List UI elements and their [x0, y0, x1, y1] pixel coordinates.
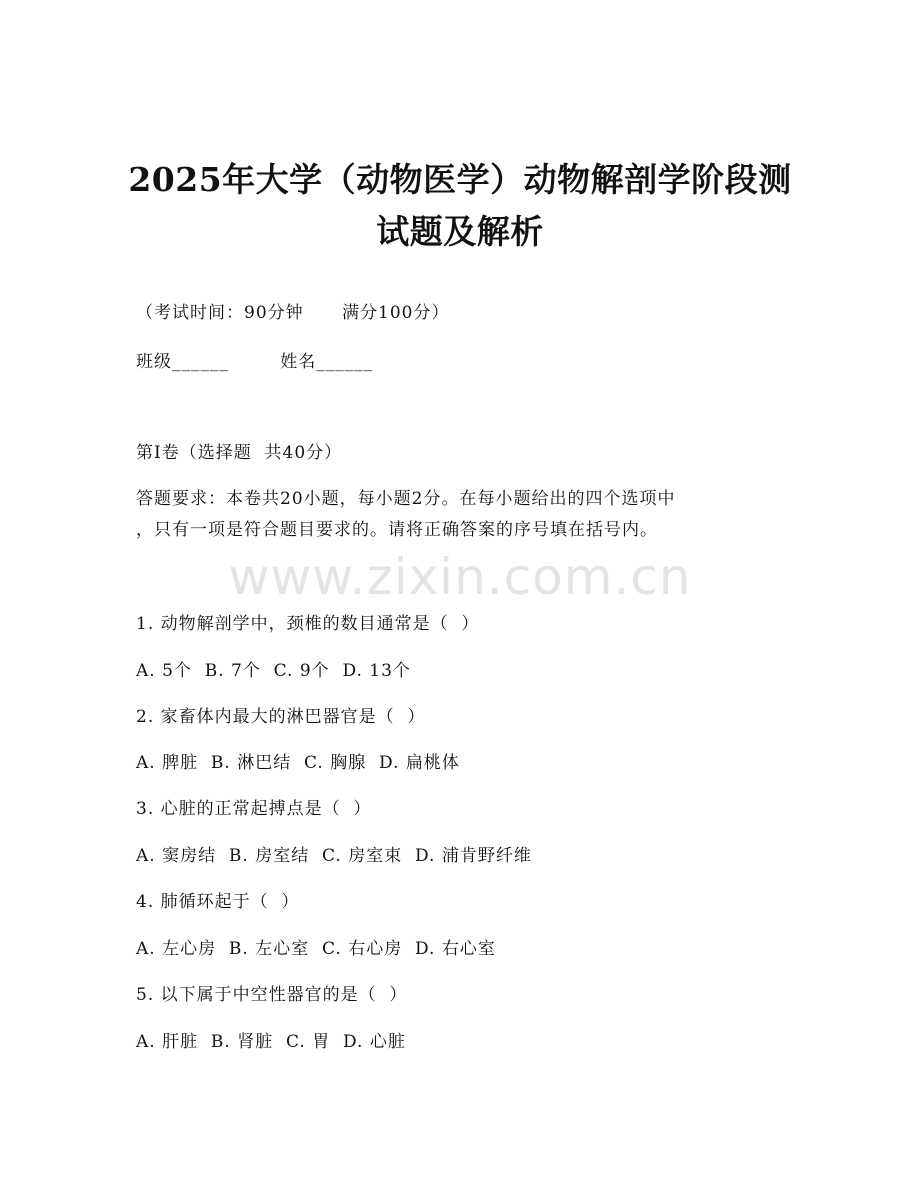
question-stem: 2. 家畜体内最大的淋巴器官是（ ）	[136, 707, 426, 727]
title-line-1: 2025年大学（动物医学）动物解剖学阶段测	[128, 160, 792, 199]
section-heading: 第I卷（选择题 共40分）	[136, 443, 343, 463]
question-options: A. 肝脏 B. 肾脏 C. 胃 D. 心脏	[136, 1032, 406, 1052]
exam-info: （考试时间：90分钟 满分100分）	[136, 303, 450, 323]
instructions-line-1: 答题要求：本卷共20小题，每小题2分。在每小题给出的四个选项中	[136, 489, 676, 509]
question-stem: 4. 肺循环起于（ ）	[136, 892, 300, 912]
question-stem: 1. 动物解剖学中，颈椎的数目通常是（ ）	[136, 614, 480, 634]
title-line-2: 试题及解析	[376, 212, 544, 251]
instructions-line-2: ，只有一项是符合题目要求的。请将正确答案的序号填在括号内。	[136, 520, 658, 540]
question-stem: 5. 以下属于中空性器官的是（ ）	[136, 985, 408, 1005]
question-options: A. 脾脏 B. 淋巴结 C. 胸腺 D. 扁桃体	[136, 753, 460, 773]
watermark: www.zixin.com.cn	[228, 548, 692, 606]
question-stem: 3. 心脏的正常起搏点是（ ）	[136, 799, 372, 819]
question-options: A. 5个 B. 7个 C. 9个 D. 13个	[136, 661, 411, 681]
question-options: A. 窦房结 B. 房室结 C. 房室束 D. 浦肯野纤维	[136, 846, 532, 866]
student-info: 班级______ 姓名______	[136, 352, 374, 372]
question-options: A. 左心房 B. 左心室 C. 右心房 D. 右心室	[136, 939, 496, 959]
